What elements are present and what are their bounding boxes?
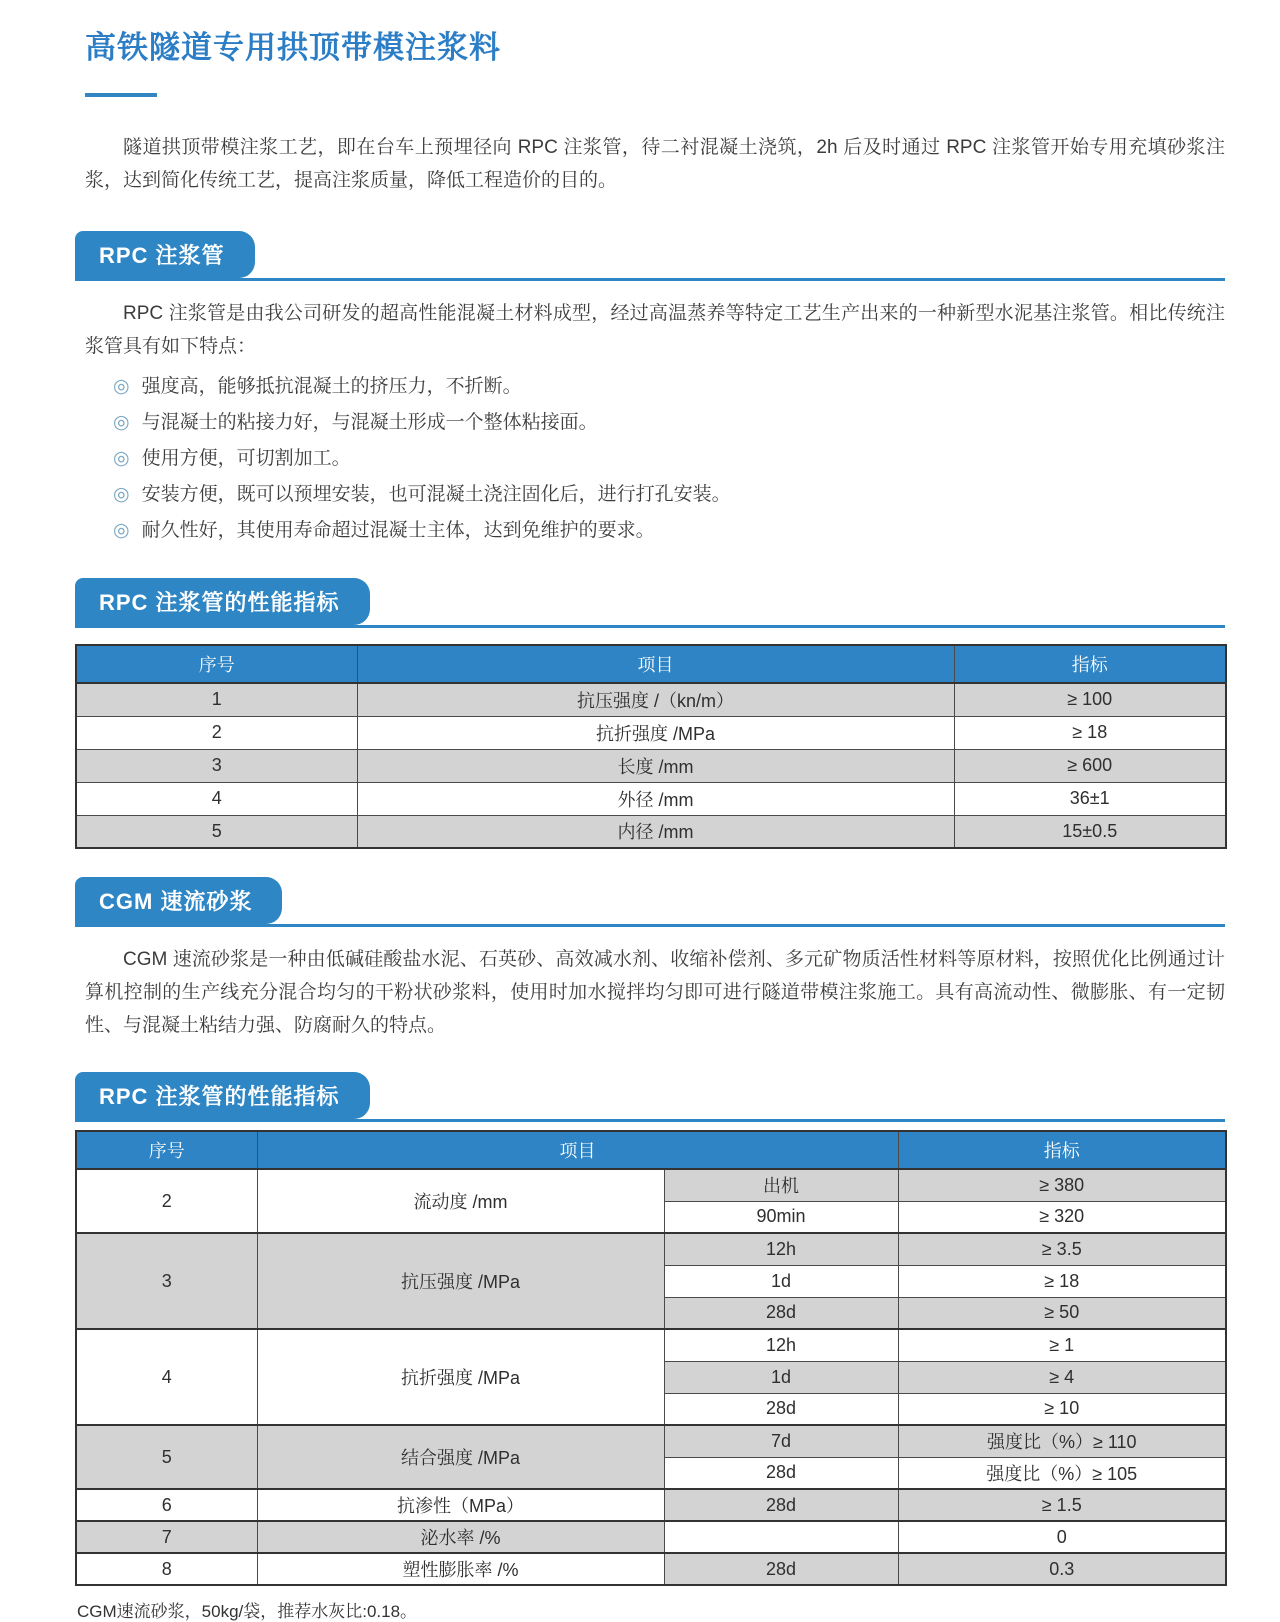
cell-no: 3 bbox=[76, 1233, 257, 1329]
table-row bbox=[76, 683, 1226, 716]
cell-spec: ≥ 50 bbox=[898, 1297, 1226, 1329]
cell-no: 4 bbox=[76, 782, 357, 815]
cell-spec: 15±0.5 bbox=[954, 815, 1226, 848]
col-header-item: 项目 bbox=[357, 645, 954, 683]
bullet-icon: ◎ bbox=[113, 412, 130, 433]
cell-no: 2 bbox=[76, 1169, 257, 1233]
cell-spec: 强度比（%）≥ 110 bbox=[898, 1425, 1226, 1457]
cell-item: 外径 /mm bbox=[357, 782, 954, 815]
section-banner-rpc-table bbox=[75, 578, 1225, 628]
table-row bbox=[76, 749, 1226, 782]
cell-item: 流动度 /mm bbox=[257, 1169, 664, 1233]
section-banner-cgm bbox=[75, 877, 1225, 927]
cell-spec: ≥ 1 bbox=[898, 1329, 1226, 1361]
cell-condition bbox=[664, 1521, 898, 1553]
col-header-item: 项目 bbox=[257, 1131, 898, 1169]
cell-condition: 7d bbox=[664, 1425, 898, 1457]
table-row bbox=[76, 782, 1226, 815]
table-row bbox=[76, 1521, 1226, 1553]
bullet-icon: ◎ bbox=[113, 376, 130, 397]
table-row bbox=[76, 815, 1226, 848]
intro-paragraph: 隧道拱顶带模注浆工艺，即在台车上预埋径向 RPC 注浆管，待二衬混凝土浇筑，2h 后及时通过 RPC 注浆管开始专用充填砂浆注浆，达到简化传统工艺，提高注浆质量，降低工程造价的目的。 bbox=[85, 137, 1225, 191]
cell-no: 3 bbox=[76, 749, 357, 782]
section-banner-cgm-table bbox=[75, 1072, 1225, 1122]
cell-spec: ≥ 10 bbox=[898, 1393, 1226, 1425]
cell-no: 6 bbox=[76, 1489, 257, 1521]
cell-item: 抗压强度 /MPa bbox=[257, 1233, 664, 1329]
section-banner-label: RPC 注浆管 bbox=[75, 231, 255, 278]
cell-no: 7 bbox=[76, 1521, 257, 1553]
cell-condition: 12h bbox=[664, 1329, 898, 1361]
table-row bbox=[76, 1489, 1226, 1521]
cell-condition: 28d bbox=[664, 1457, 898, 1489]
cell-condition: 1d bbox=[664, 1361, 898, 1393]
cell-spec: ≥ 3.5 bbox=[898, 1233, 1226, 1265]
page-title: 高铁隧道专用拱顶带模注浆料 bbox=[85, 30, 501, 65]
cell-no: 5 bbox=[76, 1425, 257, 1489]
cell-item: 内径 /mm bbox=[357, 815, 954, 848]
col-header-no: 序号 bbox=[76, 645, 357, 683]
cell-no: 2 bbox=[76, 716, 357, 749]
table-row bbox=[76, 1553, 1226, 1585]
table-header-row bbox=[76, 1131, 1226, 1169]
section-banner-rpc-pipe bbox=[75, 231, 1225, 281]
cell-condition: 出机 bbox=[664, 1169, 898, 1201]
list-item bbox=[113, 445, 1225, 472]
bullet-icon: ◎ bbox=[113, 448, 130, 469]
cell-condition: 1d bbox=[664, 1265, 898, 1297]
cell-spec: ≥ 100 bbox=[954, 683, 1226, 716]
col-header-spec: 指标 bbox=[954, 645, 1226, 683]
cgm-performance-table bbox=[75, 1130, 1227, 1586]
title-underline bbox=[85, 93, 157, 97]
cgm-description: CGM 速流砂浆是一种由低碱硅酸盐水泥、石英砂、高效减水剂、收缩补偿剂、多元矿物质活性材料等原材料，按照优化比例通过计算机控制的生产线充分混合均匀的干粉状砂浆料，使用时加水搅拌均匀即可进行隧道带模注浆施工。具有高流动性、微膨胀、有一定韧性、与混凝土粘结力强、防腐耐久的特点。 bbox=[85, 949, 1225, 1036]
cell-spec: ≥ 1.5 bbox=[898, 1489, 1226, 1521]
cell-item: 长度 /mm bbox=[357, 749, 954, 782]
section-banner-label: RPC 注浆管的性能指标 bbox=[75, 1072, 370, 1119]
cell-spec: 36±1 bbox=[954, 782, 1226, 815]
table-row bbox=[76, 716, 1226, 749]
cell-item: 泌水率 /% bbox=[257, 1521, 664, 1553]
cell-item: 抗折强度 /MPa bbox=[357, 716, 954, 749]
footnote: CGM速流砂浆，50kg/袋，推荐水灰比:0.18。 bbox=[77, 1602, 418, 1621]
cell-spec: ≥ 320 bbox=[898, 1201, 1226, 1233]
table-row bbox=[76, 1329, 1226, 1361]
cell-no: 5 bbox=[76, 815, 357, 848]
cell-condition: 28d bbox=[664, 1489, 898, 1521]
table-header-row bbox=[76, 645, 1226, 683]
list-item-text: 使用方便，可切割加工。 bbox=[141, 448, 351, 469]
cell-no: 8 bbox=[76, 1553, 257, 1585]
list-item bbox=[113, 409, 1225, 436]
col-header-spec: 指标 bbox=[898, 1131, 1226, 1169]
list-item-text: 耐久性好，其使用寿命超过混凝士主体，达到免维护的要求。 bbox=[141, 520, 655, 541]
rpc-pipe-feature-list bbox=[113, 373, 1225, 544]
table-row bbox=[76, 1169, 1226, 1201]
cell-no: 1 bbox=[76, 683, 357, 716]
cell-spec: ≥ 4 bbox=[898, 1361, 1226, 1393]
cell-condition: 90min bbox=[664, 1201, 898, 1233]
cell-item: 抗压强度 /（kn/m） bbox=[357, 683, 954, 716]
list-item bbox=[113, 481, 1225, 508]
cell-condition: 28d bbox=[664, 1393, 898, 1425]
cell-condition: 28d bbox=[664, 1297, 898, 1329]
cell-spec: 强度比（%）≥ 105 bbox=[898, 1457, 1226, 1489]
cell-item: 结合强度 /MPa bbox=[257, 1425, 664, 1489]
cell-spec: ≥ 18 bbox=[954, 716, 1226, 749]
cell-no: 4 bbox=[76, 1329, 257, 1425]
list-item-text: 安装方便，既可以预埋安装，也可混凝土浇注固化后，进行打孔安装。 bbox=[141, 484, 731, 505]
list-item bbox=[113, 373, 1225, 400]
cell-item: 塑性膨胀率 /% bbox=[257, 1553, 664, 1585]
table-row bbox=[76, 1233, 1226, 1265]
table-row bbox=[76, 1425, 1226, 1457]
list-item-text: 与混凝士的粘接力好，与混凝土形成一个整体粘接面。 bbox=[141, 412, 598, 433]
col-header-no: 序号 bbox=[76, 1131, 257, 1169]
cell-condition: 12h bbox=[664, 1233, 898, 1265]
cell-spec: 0 bbox=[898, 1521, 1226, 1553]
cell-condition: 28d bbox=[664, 1553, 898, 1585]
bullet-icon: ◎ bbox=[113, 520, 130, 541]
list-item-text: 强度高，能够抵抗混凝土的挤压力，不折断。 bbox=[141, 376, 522, 397]
cell-item: 抗折强度 /MPa bbox=[257, 1329, 664, 1425]
cell-spec: ≥ 18 bbox=[898, 1265, 1226, 1297]
cell-spec: ≥ 380 bbox=[898, 1169, 1226, 1201]
cell-spec: ≥ 600 bbox=[954, 749, 1226, 782]
list-item bbox=[113, 517, 1225, 544]
section-banner-label: CGM 速流砂浆 bbox=[75, 877, 282, 924]
bullet-icon: ◎ bbox=[113, 484, 130, 505]
section-banner-label: RPC 注浆管的性能指标 bbox=[75, 578, 370, 625]
cell-spec: 0.3 bbox=[898, 1553, 1226, 1585]
rpc-performance-table bbox=[75, 644, 1227, 849]
cell-item: 抗渗性（MPa） bbox=[257, 1489, 664, 1521]
rpc-pipe-description: RPC 注浆管是由我公司研发的超高性能混凝土材料成型，经过高温蒸养等特定工艺生产出来的一种新型水泥基注浆管。相比传统注浆管具有如下特点： bbox=[85, 303, 1225, 357]
